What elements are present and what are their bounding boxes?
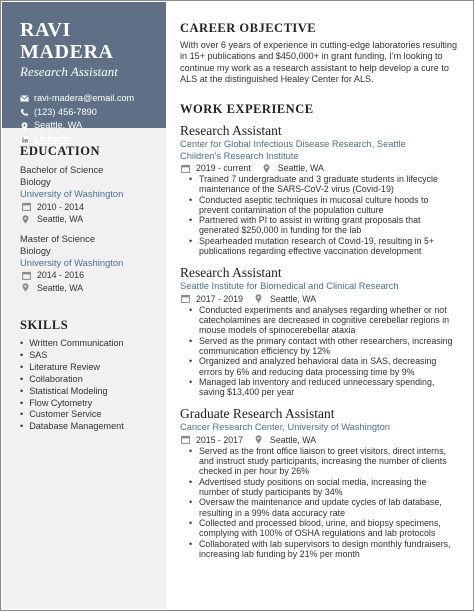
job-dates: 2015 - 2017 [196, 434, 243, 445]
skill-item: • Database Management [20, 421, 160, 433]
field: Biology [20, 176, 51, 188]
skill-item: • Literature Review [20, 362, 160, 374]
bullet: • Advertised study positions on social media, increasing the number of study participants by 34% [180, 477, 465, 498]
job-bullets [180, 174, 465, 256]
edu-dates: 2010 - 2014 [20, 201, 160, 214]
job-entry [180, 406, 465, 559]
edu-location: Seattle, WA [20, 213, 160, 226]
skills-section [20, 318, 160, 433]
calendar-icon [22, 202, 31, 211]
contact-info [20, 92, 166, 147]
job-company: Seattle Institute for Biomedical and Clinical Research [180, 281, 399, 292]
education-entry [20, 164, 160, 226]
bullet: • Served as the front office liaison to greet visitors, direct interns, and instruct study participants, increasing the number of clients checked in per hour by 26% [180, 446, 465, 477]
header-box [2, 2, 166, 145]
phone-text: (123) 456-7890 [34, 106, 97, 117]
location-text: Seattle, WA [34, 120, 83, 131]
degree: Master of Science [20, 232, 96, 244]
job-entry [180, 265, 465, 397]
school: University of Washington [20, 257, 124, 269]
phone-icon [20, 108, 29, 117]
contact-email[interactable] [20, 92, 166, 106]
education-heading: EDUCATION [20, 144, 100, 158]
degree: Bachelor of Science [20, 164, 104, 175]
experience-heading: WORK EXPERIENCE [180, 102, 314, 117]
job-title: Research Assistant [180, 123, 282, 139]
job-bullets [180, 446, 465, 559]
skill-item: • Statistical Modeling [20, 386, 160, 398]
job-meta [180, 293, 465, 305]
location-pin-icon [22, 283, 31, 292]
objective-text: With over 6 years of experience in cutting-edge laboratories resulting in 15+ publications and $450,000+ in grant funding, I'm looking to continue my work as a research assistant to help develop a cure to ALS at the distinguished Healey Center for ALS. [180, 40, 457, 84]
linkedin-link[interactable]: LinkedIn [34, 134, 72, 145]
job-title: Graduate Research Assistant [180, 406, 335, 422]
school: University of Washington [20, 188, 124, 200]
location-pin-icon [263, 164, 272, 173]
calendar-icon [22, 271, 31, 280]
bullet: • Spearheaded mutation research of Covid-19, resulting in 5+ publications regarding effective vaccination development [180, 236, 465, 257]
job-title: Research Assistant [180, 265, 282, 281]
location-pin-icon [255, 435, 264, 444]
job-meta [180, 434, 465, 446]
skills-heading: SKILLS [20, 318, 69, 332]
calendar-icon [181, 294, 190, 303]
bullet: • Collaborated with lab supervisors to design monthly fundraisers, increasing lab funding by 21% per month [180, 539, 465, 560]
calendar-icon [181, 435, 190, 444]
envelope-icon [20, 94, 29, 103]
job-company: Center for Global Infectious Disease Research, Seattle Children's Research Institute [180, 139, 406, 161]
bullet: • Oversaw the maintenance and update cycles of lab database, resulting in a 99% data accuracy rate [180, 497, 465, 518]
skill-item: • Written Communication [20, 338, 160, 350]
bullet: • Partnered with PI to assist in writing grant proposals that generated $250,000 in funding for the lab [180, 215, 465, 236]
contact-phone[interactable] [20, 106, 166, 120]
skill-item: • Flow Cytometry [20, 398, 160, 410]
education-section [20, 144, 160, 294]
job-entry [180, 123, 465, 256]
calendar-icon [181, 164, 190, 173]
main-content [180, 21, 465, 559]
field: Biology [20, 244, 51, 256]
job-location: Seattle, WA [277, 163, 324, 173]
job-company: Cancer Research Center, University of Washington [180, 422, 390, 433]
bullet: • Conducted aseptic techniques in mucosal culture hoods to prevent contamination of the population culture [180, 195, 465, 216]
location-pin-icon [20, 122, 29, 131]
job-dates: 2017 - 2019 [196, 293, 243, 304]
skill-item: • Customer Service [20, 409, 160, 421]
email-text: ravi-madera@email.com [34, 93, 135, 103]
location-pin-icon [255, 294, 264, 303]
skills-list [20, 338, 160, 433]
contact-location [20, 119, 166, 133]
job-bullets [180, 305, 465, 398]
bullet: • Served as the primary contact with other researchers, increasing communication efficiency by 12% [180, 336, 465, 357]
candidate-name: RAVI MADERA [20, 19, 114, 63]
job-dates: 2019 - current [196, 163, 251, 173]
job-location: Seattle, WA [269, 293, 317, 304]
objective-heading: CAREER OBJECTIVE [180, 21, 317, 35]
skill-item: • SAS [20, 350, 160, 362]
bullet: • Collected and processed blood, urine, and biopsy specimens, complying with 100% of OSHA regulations and lab protocols [180, 518, 465, 539]
location-pin-icon [22, 215, 31, 224]
job-location: Seattle, WA [269, 434, 317, 445]
edu-dates: 2014 - 2016 [20, 269, 160, 282]
education-entry [20, 233, 160, 295]
bullet: • Trained 7 undergraduate and 3 graduate students in lifecycle maintenance of the SARS-CoV-2 virus (Covid-19) [180, 174, 465, 195]
job-meta [180, 162, 465, 174]
candidate-role: Research Assistant [20, 64, 118, 79]
skill-item: • Collaboration [20, 374, 160, 386]
bullet: • Organized and analyzed behavioral data in SAS, decreasing errors by 6% and reducing data processing time by 9% [180, 356, 465, 377]
edu-location: Seattle, WA [20, 282, 160, 295]
bullet: • Managed lab inventory and reduced unnecessary spending, saving $13,400 per year [180, 377, 465, 398]
bullet: • Conducted experiments and analyses regarding whether or not catecholamines are decreased in cognitive cerebellar regions in mouse models of spinocerebellar ataxia [180, 305, 465, 336]
